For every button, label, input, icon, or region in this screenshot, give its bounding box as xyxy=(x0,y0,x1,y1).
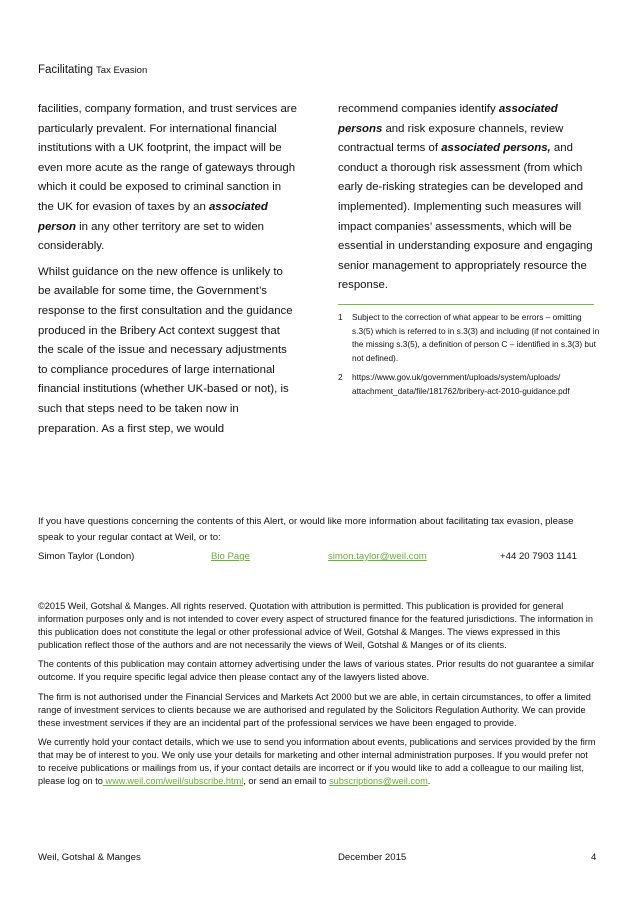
subscribe-link[interactable]: www.weil.com/weil/subscribe.html xyxy=(102,776,244,787)
subscriptions-email-link[interactable]: subscriptions@weil.com xyxy=(329,776,428,787)
running-header xyxy=(38,64,147,76)
left-paragraph-2: Whilst guidance on the new offence is unlikely to be available for some time, the Government’s response to the first consultation and the guidance produced in the Bribery Act context suggest that the scale of the issue and necessary adjustments to compliance procedures of large international financial institutions (whether UK-based or not), is such that steps need to be taken now in preparation. As a first step, we would xyxy=(38,265,293,435)
footer-firm: Weil, Gotshal & Manges xyxy=(38,852,141,863)
header-title-main: Facilitating xyxy=(38,64,93,76)
contact-phone: +44 20 7903 1141 xyxy=(500,551,577,562)
footnote-text: Subject to the correction of what appear to be errors – omitting s.3(5) which is referred to in s.3(3) and including (if not contained in the missing s.3(5), a definition of person C – identified in s.3(3) but not defined). xyxy=(352,311,600,363)
right-paragraph-1: recommend companies identify associated persons and risk exposure channels, review contractual terms of associated persons, and conduct a thorough risk assessment (from which early de-risking strategies can be developed and implemented). Implementing such measures will impact companies’ assessments, which will be essential in understanding exposure and engaging senior management to appropriately resource the response. xyxy=(338,103,593,292)
legal-paragraph-copyright: ©2015 Weil, Gotshal & Manges. All rights reserved. Quotation with attribution is permitted. This publication is provided for general information purposes only and is not intended to cover every aspect of structured finance for the featured jurisdictions. The information in this publication does not constitute the legal or other professional advice of Weil, Gotshal & Manges. The views expressed in this publication reflect those of the authors and are not necessarily the views of Weil, Gotshal & Manges or of its clients. xyxy=(38,601,593,651)
contact-row xyxy=(38,551,598,565)
footnote-2 xyxy=(338,371,600,398)
emphasis-associated-person: associated person xyxy=(38,200,268,233)
left-paragraph-1: facilities, company formation, and trust services are particularly prevalent. For international financial institutions with a UK footprint, the impact will be even more acute as the range of gateways through which it could be exposed to criminal sanction in the UK for evasion of taxes by an associated person in any other territory are set to widen considerably. xyxy=(38,103,297,253)
right-column xyxy=(338,100,600,405)
footnote-1 xyxy=(338,311,600,365)
footnote-url[interactable]: https://www.gov.uk/government/uploads/system/uploads/ attachment_data/file/181762/bribery-act-2010-guidance.pdf xyxy=(352,372,570,396)
footnote-divider xyxy=(338,304,594,305)
footnote-number: 2 xyxy=(338,372,343,383)
contact-email-link[interactable]: simon.taylor@weil.com xyxy=(328,551,427,562)
bio-page-link[interactable]: Bio Page xyxy=(211,551,250,562)
legal-paragraph-fsma: The firm is not authorised under the Financial Services and Markets Act 2000 but we are able, in certain circumstances, to offer a limited range of investment services to clients because we are authorised and regulated by the Solicitors Regulation Authority. We can provide these investment services if they are an incidental part of the professional services we have been engaged to provide. xyxy=(38,691,591,728)
legal-paragraph-advertising: The contents of this publication may contain attorney advertising under the laws of various states. Prior results do not guarantee a similar outcome. If you require specific legal advice then please contact any of the lawyers listed above. xyxy=(38,659,595,683)
contact-name: Simon Taylor (London) xyxy=(38,551,135,562)
header-title-sub: Tax Evasion xyxy=(96,65,148,76)
footnote-number: 1 xyxy=(338,311,343,322)
emphasis-associated-persons-2: associated persons, xyxy=(441,142,551,155)
legal-disclaimer xyxy=(38,600,598,794)
emphasis-associated-persons: associated persons xyxy=(338,103,558,135)
contact-intro: If you have questions concerning the contents of this Alert, or would like more information about facilitating tax evasion, please speak to your regular contact at Weil, or to: xyxy=(38,516,574,543)
footer-page-number: 4 xyxy=(591,852,597,863)
left-column xyxy=(38,100,298,445)
legal-paragraph-contact-details: We currently hold your contact details, which we use to send you information about events, publications and services provided by the firm that may be of interest to you. We only use your details for marketing and other internal administration purposes. If you would prefer not to receive publications or mailings from us, if your contact details are incorrect or if you would like to add a colleague to our mailing list, please log on to www.weil.com/weil/subscribe.html, or send an email to subscriptions@weil.com. xyxy=(38,736,596,787)
footer-date: December 2015 xyxy=(338,852,407,863)
